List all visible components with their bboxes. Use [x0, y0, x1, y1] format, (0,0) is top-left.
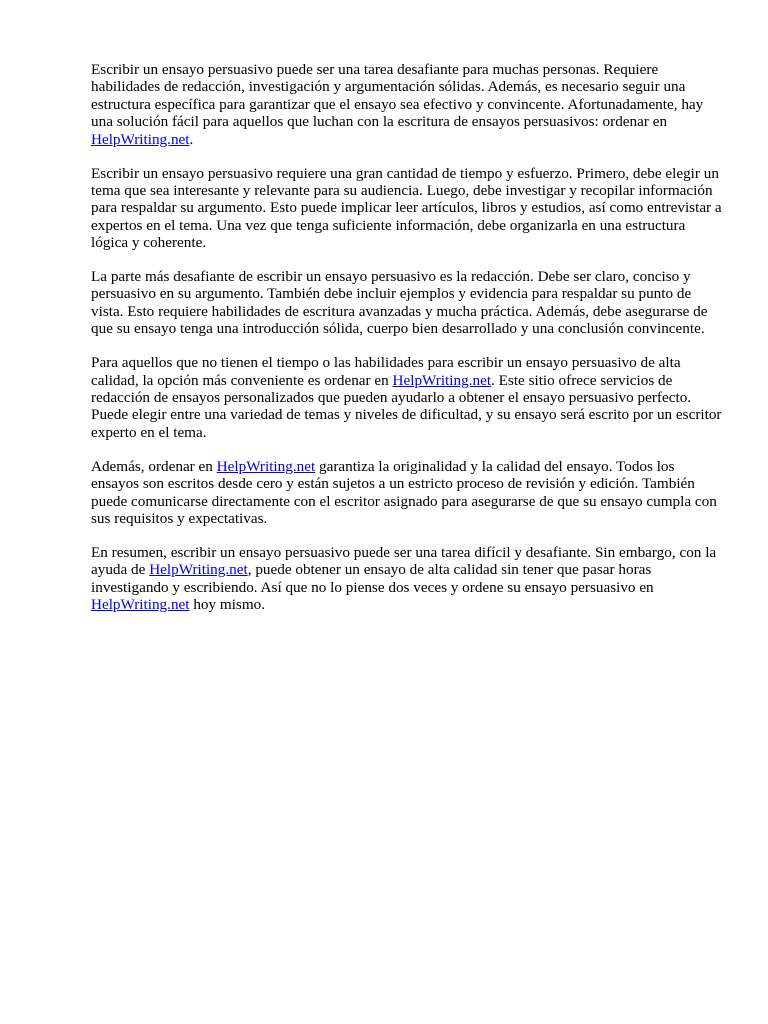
document-page	[91, 61, 723, 630]
paragraph-research	[91, 165, 723, 252]
paragraph-ordering-text-after: . Este sitio ofrece servicios de redacción de ensayos personalizados que pueden ayudarlo a obtener el ensayo persuasivo perfecto. Puede elegir entre una variedad de temas y niveles de dificultad, y su ensayo será escrito por un escritor experto en el tema.	[91, 371, 722, 441]
helpwriting-link[interactable]: HelpWriting.net	[91, 596, 190, 614]
paragraph-summary-text-middle: , puede obtener un ensayo de alta calidad sin tener que pasar horas investigando y escribiendo. Así que no lo piense dos veces y ordene su ensayo persuasivo en	[91, 561, 654, 596]
helpwriting-link[interactable]: HelpWriting.net	[149, 561, 248, 579]
paragraph-summary	[91, 544, 723, 614]
paragraph-quality	[91, 458, 723, 528]
paragraph-ordering	[91, 354, 723, 441]
paragraph-intro-text-before: Escribir un ensayo persuasivo puede ser una tarea desafiante para muchas personas. Requiere habilidades de redacción, investigación y argumentación sólidas. Además, es necesario seguir una estructura específica para garantizar que el ensayo sea efectivo y convincente. Afortunadamente, hay una solución fácil para aquellos que luchan con la escritura de ensayos persuasivos: ordenar en	[91, 61, 704, 131]
paragraph-summary-text-before: En resumen, escribir un ensayo persuasivo puede ser una tarea difícil y desafiante. Sin embargo, con la ayuda de	[91, 543, 717, 579]
paragraph-intro-text-after: .	[189, 130, 194, 148]
paragraph-quality-text-after: garantiza la originalidad y la calidad del ensayo. Todos los ensayos son escritos desde cero y están sujetos a un estricto proceso de revisión y edición. También puede comunicarse directamente con el escritor asignado para asegurarse de que su ensayo cumpla con sus requisitos y expectativas.	[91, 457, 717, 527]
paragraph-summary-text-after: hoy mismo.	[189, 596, 266, 614]
paragraph-ordering-text-before: Para aquellos que no tienen el tiempo o las habilidades para escribir un ensayo persuasivo de alta calidad, la opción más conveniente es ordenar en	[91, 354, 681, 389]
helpwriting-link[interactable]: HelpWriting.net	[392, 371, 492, 389]
helpwriting-link[interactable]: HelpWriting.net	[216, 457, 316, 475]
paragraph-research-text: Escribir un ensayo persuasivo requiere una gran cantidad de tiempo y esfuerzo. Primero, debe elegir un tema que sea interesante y relevante para su audiencia. Luego, debe investigar y recopilar información para respaldar su argumento. Esto puede implicar leer artículos, libros y estudios, así como entrevistar a expertos en el tema. Una vez que tenga suficiente información, debe organizarla en una estructura lógica y coherente.	[91, 164, 722, 252]
paragraph-writing-text: La parte más desafiante de escribir un ensayo persuasivo es la redacción. Debe ser claro, conciso y persuasivo en su argumento. También debe incluir ejemplos y evidencia para respaldar su punto de vista. Esto requiere habilidades de escritura avanzadas y mucha práctica. Además, debe asegurarse de que su ensayo tenga una introducción sólida, cuerpo bien desarrollado y una conclusión convincente.	[91, 268, 708, 338]
paragraph-quality-text-before: Además, ordenar en	[91, 457, 217, 475]
paragraph-intro	[91, 61, 723, 148]
helpwriting-link[interactable]: HelpWriting.net	[91, 130, 190, 148]
paragraph-writing	[91, 268, 723, 338]
